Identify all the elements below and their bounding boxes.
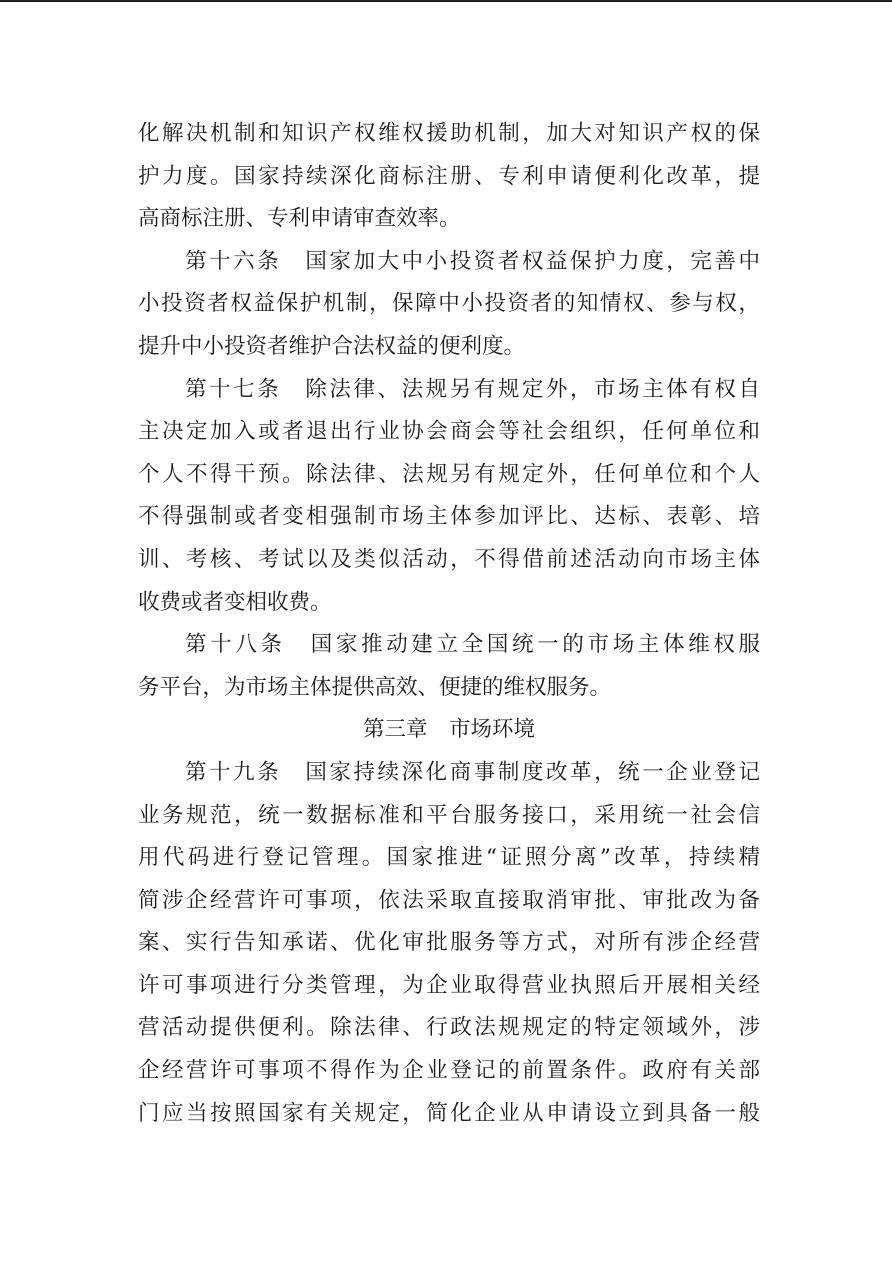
text-line: 营活动提供便利。除法律、行政法规规定的特定领域外，涉 (138, 1015, 760, 1041)
text-line: 护力度。国家持续深化商标注册、专利申请便利化改革，提 (138, 163, 760, 189)
text-line: 高商标注册、专利申请审查效率。 (138, 206, 461, 232)
paragraph-article-16 (138, 241, 760, 369)
text-line: 案、实行告知承诺、优化审批服务等方式，对所有涉企经营 (138, 930, 760, 956)
paragraph-article-17 (138, 369, 760, 625)
text-line: 第十九条 国家持续深化商事制度改革，统一企业登记 (185, 759, 760, 785)
text-line: 第十七条 除法律、法规另有规定外，市场主体有权自 (185, 376, 760, 402)
text-line: 业务规范，统一数据标准和平台服务接口，采用统一社会信 (138, 802, 760, 828)
text-line: 许可事项进行分类管理，为企业取得营业执照后开展相关经 (138, 972, 760, 998)
text-line: 提升中小投资者维护合法权益的便利度。 (138, 333, 526, 359)
paragraph-article-18 (138, 624, 760, 709)
text-line: 用代码进行登记管理。国家推进“证照分离”改革，持续精 (138, 845, 760, 871)
text-line: 收费或者变相收费。 (138, 589, 332, 615)
text-line: 主决定加入或者退出行业协会商会等社会组织，任何单位和 (138, 419, 760, 445)
text-line: 个人不得干预。除法律、法规另有规定外，任何单位和个人 (138, 461, 760, 487)
text-line: 务平台，为市场主体提供高效、便捷的维权服务。 (138, 674, 612, 700)
text-line: 小投资者权益保护机制，保障中小投资者的知情权、参与权， (138, 291, 760, 317)
text-line: 化解决机制和知识产权维权援助机制，加大对知识产权的保 (138, 121, 760, 146)
text-line: 第十八条 国家推动建立全国统一的市场主体维权服 (185, 632, 760, 658)
text-line: 训、考核、考试以及类似活动，不得借前述活动向市场主体 (138, 546, 760, 572)
top-border-rule (0, 0, 892, 2)
text-line: 简涉企经营许可事项，依法采取直接取消审批、审批改为备 (138, 887, 760, 913)
paragraph-article-19 (138, 752, 760, 1135)
document-body (138, 113, 760, 1135)
text-line: 第十六条 国家加大中小投资者权益保护力度，完善中 (185, 248, 760, 274)
paragraph-continuation (138, 113, 760, 241)
chapter-heading: 第三章 市场环境 (362, 717, 535, 743)
text-line: 门应当按照国家有关规定，简化企业从申请设立到具备一般 (138, 1100, 760, 1126)
text-line: 不得强制或者变相强制市场主体参加评比、达标、表彰、培 (138, 504, 760, 530)
text-line: 企经营许可事项不得作为企业登记的前置条件。政府有关部 (138, 1058, 760, 1084)
